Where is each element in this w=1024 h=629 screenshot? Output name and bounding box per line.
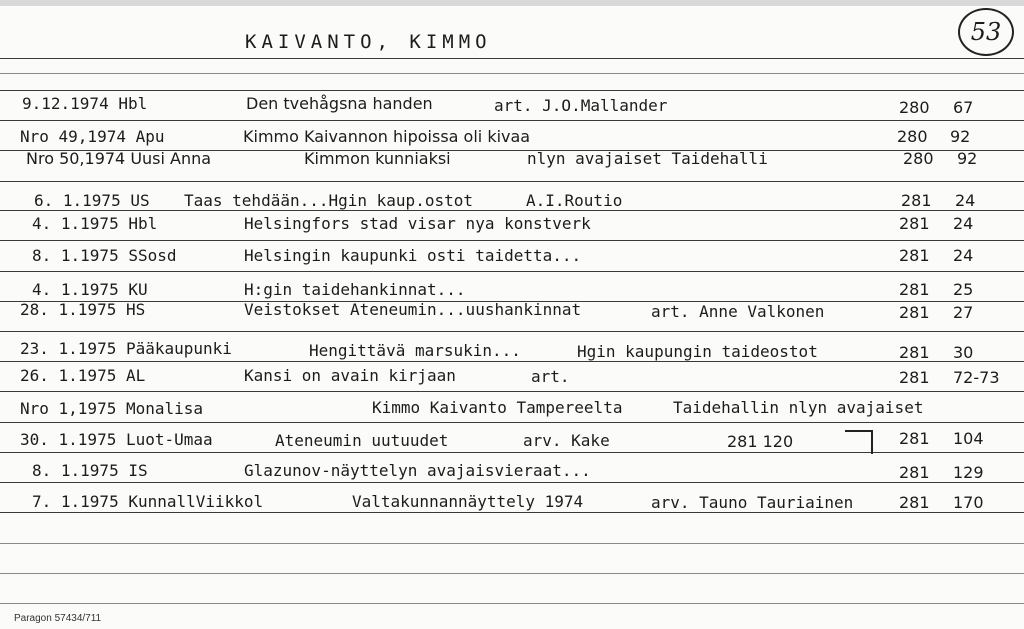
- entry-volume: 281: [899, 493, 930, 512]
- entry-title: Kimmon kunniaksi: [304, 149, 451, 168]
- entry-page: 67: [953, 98, 974, 117]
- entry-extra: arv. Kake: [523, 431, 610, 450]
- entry-volume: 281: [899, 368, 930, 387]
- ruled-line: [0, 331, 1024, 332]
- ruled-line: [0, 58, 1024, 59]
- entry-page: 24: [953, 214, 974, 233]
- entry-page: 25: [953, 280, 974, 299]
- correction-mark: [845, 430, 873, 454]
- ruled-line: [0, 73, 1024, 74]
- entry-volume: 281: [899, 280, 930, 299]
- entry-page: 30: [953, 343, 974, 362]
- entry-title: Ateneumin uutuudet: [275, 431, 449, 450]
- entry-page: 24: [953, 246, 974, 265]
- ruled-line: [0, 90, 1024, 91]
- entry-page: 129: [953, 463, 984, 482]
- entry-title: Kansi on avain kirjaan: [244, 366, 456, 385]
- entry-date: Nro 1,1975 Monalisa: [20, 399, 204, 418]
- entry-volume: 280: [899, 98, 930, 117]
- entry-extra: art.: [531, 367, 570, 386]
- entry-date: 26. 1.1975 AL: [20, 366, 146, 385]
- entry-extra: art. J.O.Mallander: [494, 96, 668, 115]
- entry-volume: 281: [901, 191, 932, 210]
- entry-volume: 281: [899, 303, 930, 322]
- entry-extra: art. Anne Valkonen: [651, 302, 825, 321]
- entry-date: 4. 1.1975 KU: [32, 280, 148, 299]
- entry-date: 8. 1.1975 SSosd: [32, 246, 177, 265]
- ruled-line: [0, 120, 1024, 121]
- entry-title: Kimmo Kaivannon hipoissa oli kivaa: [243, 127, 531, 146]
- entry-date: 8. 1.1975 IS: [32, 461, 148, 480]
- entry-title: Veistokset Ateneumin...uushankinnat: [244, 300, 582, 319]
- entry-page: 72-73: [953, 368, 1000, 387]
- entry-volume: 281: [899, 429, 930, 448]
- entry-title: Kimmo Kaivanto Tampereelta: [372, 398, 623, 417]
- entry-page: 92: [957, 149, 978, 168]
- entry-page: 104: [953, 429, 984, 448]
- card-number-circle: 53: [958, 8, 1014, 56]
- ruled-line: [0, 391, 1024, 392]
- entry-volume: 280: [903, 149, 934, 168]
- ruled-line: [0, 240, 1024, 241]
- entry-title: Glazunov-näyttelyn avajaisvieraat...: [244, 461, 591, 480]
- entry-page: 170: [953, 493, 984, 512]
- entry-date: 28. 1.1975 HS: [20, 300, 146, 319]
- entry-title: Helsingfors stad visar nya konstverk: [244, 214, 591, 233]
- entry-page: 24: [955, 191, 976, 210]
- entry-volume: 281: [899, 246, 930, 265]
- entry-volume: 281: [899, 343, 930, 362]
- entry-title: Hengittävä marsukin...: [309, 341, 521, 360]
- printer-imprint: Paragon 57434/711: [14, 613, 102, 624]
- entry-title: Valtakunnannäyttely 1974: [352, 492, 584, 511]
- card-heading: KAIVANTO, KIMMO: [245, 31, 492, 53]
- card-top-edge: [0, 0, 1024, 6]
- entry-date: Nro 49,1974 Apu: [20, 127, 165, 146]
- entry-title: Taas tehdään...Hgin kaup.ostot: [184, 191, 473, 210]
- entry-date: Nro 50,1974 Uusi Anna: [26, 149, 212, 168]
- ruled-line: [0, 603, 1024, 604]
- entry-title: H:gin taidehankinnat...: [244, 280, 466, 299]
- entry-note: 281 120: [727, 432, 794, 451]
- entry-title: Den tvehågsna handen: [246, 94, 433, 113]
- entry-volume: 281: [899, 463, 930, 482]
- ruled-line: [0, 181, 1024, 182]
- entry-title: Helsingin kaupunki osti taidetta...: [244, 246, 582, 265]
- ruled-line: [0, 422, 1024, 423]
- entry-page: 92: [950, 127, 971, 146]
- entry-page: 27: [953, 303, 974, 322]
- ruled-line: [0, 512, 1024, 513]
- entry-extra: arv. Tauno Tauriainen: [651, 493, 854, 512]
- ruled-line: [0, 361, 1024, 362]
- entry-volume: 280: [897, 127, 928, 146]
- entry-volume: 281: [899, 214, 930, 233]
- entry-extra: Taidehallin nlyn avajaiset: [673, 398, 924, 417]
- entry-extra: Hgin kaupungin taideostot: [577, 342, 818, 361]
- entry-extra: A.I.Routio: [526, 191, 623, 210]
- ruled-line: [0, 482, 1024, 483]
- entry-date: 9.12.1974 Hbl: [22, 94, 148, 113]
- entry-date: 23. 1.1975 Pääkaupunki: [20, 339, 232, 358]
- entry-date: 4. 1.1975 Hbl: [32, 214, 158, 233]
- entry-date: 30. 1.1975 Luot-Umaa: [20, 430, 213, 449]
- ruled-line: [0, 271, 1024, 272]
- entry-date: 7. 1.1975 KunnallViikkol: [32, 492, 264, 511]
- ruled-line: [0, 573, 1024, 574]
- entry-date: 6. 1.1975 US: [34, 191, 150, 210]
- ruled-line: [0, 210, 1024, 211]
- ruled-line: [0, 543, 1024, 544]
- entry-extra: nlyn avajaiset Taidehalli: [527, 149, 768, 168]
